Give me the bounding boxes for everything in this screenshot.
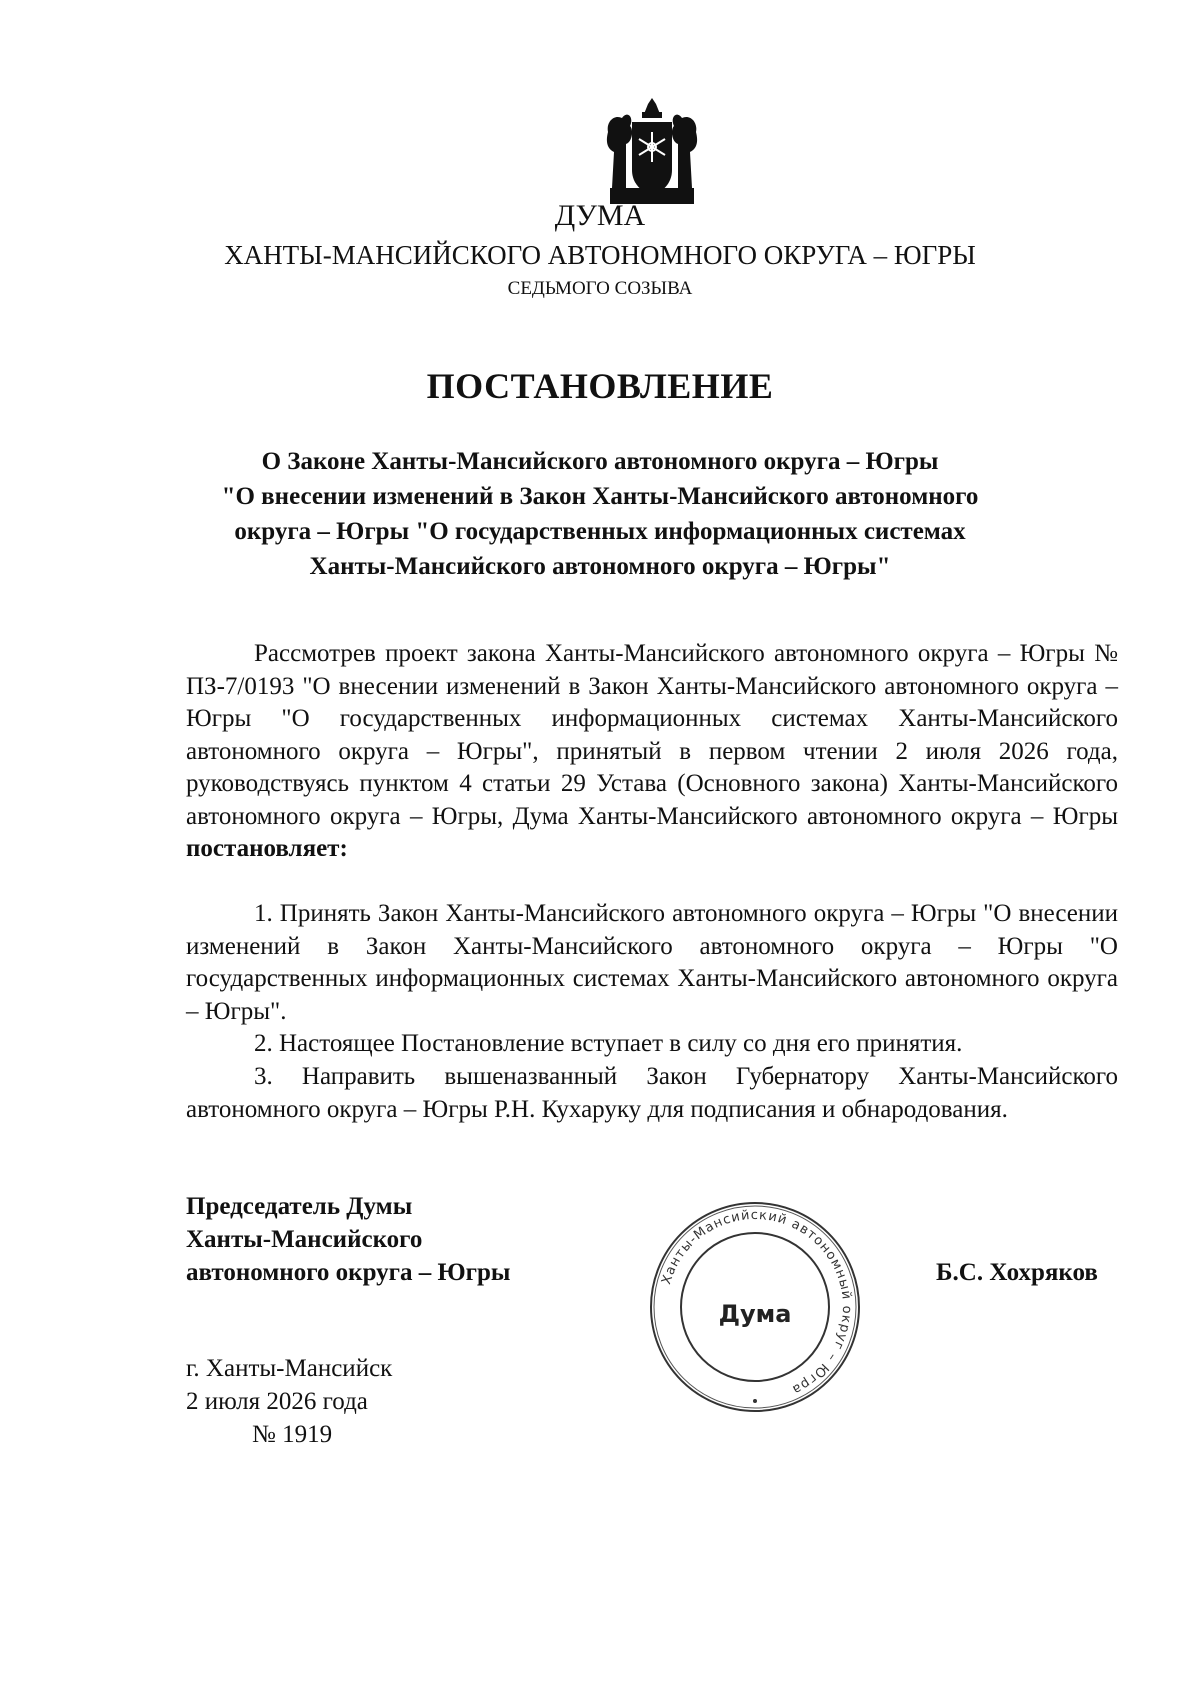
position-line: Председатель Думы (186, 1193, 413, 1220)
title-line: "О внесении изменений в Закон Ханты-Мансийского автономного (221, 483, 979, 510)
position-line: автономного округа – Югры (186, 1259, 511, 1286)
resolution-item-2: 2. Настоящее Постановление вступает в силу со дня его принятия. (254, 1030, 963, 1057)
preamble-paragraph (186, 638, 1118, 866)
org-full-name: ХАНТЫ-МАНСИЙСКОГО АВТОНОМНОГО ОКРУГА – ЮГРЫ (224, 240, 976, 270)
document-title (0, 444, 1200, 584)
place-date-block (186, 1352, 392, 1451)
title-line: О Законе Ханты-Мансийского автономного округа – Югры (261, 448, 939, 475)
signer-name: Б.С. Хохряков (936, 1259, 1098, 1286)
resolution-item-3: 3. Направить вышеназванный Закон Губернатору Ханты-Мансийского автономного округа – Югры Р.Н. Кухаруку для подписания и обнародования. (186, 1063, 1118, 1123)
resolves-text: постановляет: (186, 835, 348, 862)
position-line: Ханты-Мансийского (186, 1226, 423, 1253)
official-stamp (646, 1198, 864, 1416)
title-line: округа – Югры "О государственных информационных системах (234, 518, 966, 545)
convocation: СЕДЬМОГО СОЗЫВА (507, 278, 693, 299)
org-name: ДУМА (554, 199, 646, 232)
document-type: ПОСТАНОВЛЕНИЕ (426, 366, 774, 406)
stamp-ring-text: Ханты-Мансийский автономный округ – Югра (659, 1207, 855, 1398)
title-line: Ханты-Мансийского автономного округа – Югры" (309, 553, 891, 580)
date: 2 июля 2026 года (186, 1388, 368, 1415)
preamble-text: Рассмотрев проект закона Ханты-Мансийского автономного округа – Югры № ПЗ-7/0193 "О внесении изменений в Закон Ханты-Мансийского автономного округа – Югры "О государственных информационных системах Ханты-Мансийского автономного округа – Югры", принятый в первом чтении 2 июля 2026 года, руководствуясь пунктом 4 статьи 29 Устава (Основного закона) Ханты-Мансийского автономного округа – Югры, Дума Ханты-Мансийского автономного округа – Югры (186, 640, 1118, 830)
document-number: № 1919 (252, 1421, 333, 1448)
coat-of-arms-icon (604, 96, 700, 206)
place: г. Ханты-Мансийск (186, 1355, 393, 1382)
stamp-center-text: Дума (718, 1300, 792, 1328)
resolution-item-1: 1. Принять Закон Ханты-Мансийского автономного округа – Югры "О внесении изменений в Закон Ханты-Мансийского автономного округа – Югры "О государственных информационных системах Ханты-Мансийского автономного округа – Югры". (186, 900, 1118, 1025)
signatory-position (186, 1190, 510, 1289)
